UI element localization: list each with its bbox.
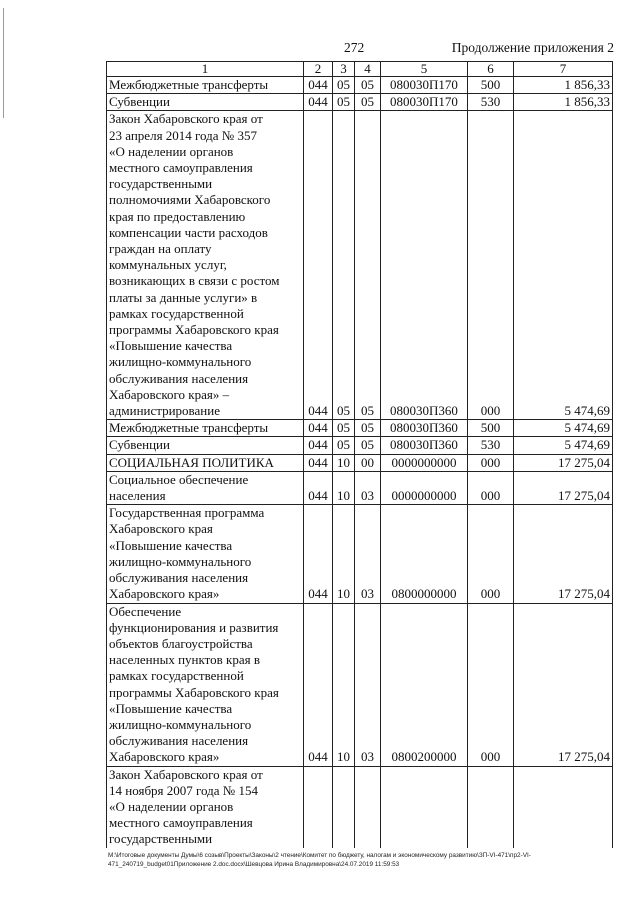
cell-expense-type: 500 — [468, 77, 514, 94]
column-header: 3 — [333, 62, 355, 77]
cell-ministry: 044 — [304, 454, 333, 471]
row-name: Социальное обеспечение населения — [107, 471, 304, 504]
row-name: СОЦИАЛЬНАЯ ПОЛИТИКА — [107, 454, 304, 471]
cell-section: 05 — [333, 77, 355, 94]
cell-section: 10 — [333, 471, 355, 504]
row-name: Межбюджетные трансферты — [107, 77, 304, 94]
page-header — [0, 40, 640, 58]
column-header: 4 — [355, 62, 381, 77]
cell-subsection: 03 — [355, 471, 381, 504]
table-row — [107, 94, 613, 111]
cell-amount: 17 275,04 — [514, 603, 613, 766]
table-row — [107, 603, 613, 766]
cell-subsection: 05 — [355, 437, 381, 454]
cell-subsection: 03 — [355, 603, 381, 766]
row-name: Межбюджетные трансферты — [107, 420, 304, 437]
cell-target-article: 080030П170 — [381, 77, 468, 94]
cell-amount: 17 275,04 — [514, 471, 613, 504]
cell-amount: 17 275,04 — [514, 505, 613, 603]
cell-subsection: 05 — [355, 111, 381, 420]
cell-target-article: 0000000000 — [381, 471, 468, 504]
page-number: 272 — [344, 40, 365, 55]
cell-target-article: 0800200000 — [381, 603, 468, 766]
table-row — [107, 420, 613, 437]
cell-amount: 17 275,04 — [514, 454, 613, 471]
cell-ministry: 044 — [304, 603, 333, 766]
cell-expense-type: 000 — [468, 603, 514, 766]
cell-subsection: 05 — [355, 94, 381, 111]
budget-table — [106, 61, 613, 848]
cell-amount: 1 856,33 — [514, 77, 613, 94]
cell-subsection: 03 — [355, 505, 381, 603]
row-name: Субвенции — [107, 437, 304, 454]
cell-section: 10 — [333, 603, 355, 766]
file-path-footer — [108, 851, 618, 869]
footer-line: 471_240719_budget01Приложение 2.doc.docx\Шевцова Ирина Владимировна\24.07.2019 11:59:53 — [108, 861, 400, 868]
cell-expense-type: 530 — [468, 94, 514, 111]
cell-subsection: 00 — [355, 454, 381, 471]
cell-target-article — [381, 766, 468, 848]
cell-target-article: 080030П360 — [381, 437, 468, 454]
cell-ministry: 044 — [304, 111, 333, 420]
cell-ministry: 044 — [304, 471, 333, 504]
cell-target-article: 080030П170 — [381, 94, 468, 111]
cell-section: 05 — [333, 437, 355, 454]
table-row — [107, 111, 613, 420]
margin-line — [3, 8, 4, 118]
row-name: Закон Хабаровского края от 14 ноября 2007 года № 154 «О наделении органов местного самоуправления государственными — [107, 766, 304, 848]
cell-expense-type: 000 — [468, 111, 514, 420]
table-row — [107, 437, 613, 454]
cell-target-article: 080030П360 — [381, 420, 468, 437]
cell-section: 10 — [333, 454, 355, 471]
cell-ministry: 044 — [304, 437, 333, 454]
row-name: Обеспечение функционирования и развития объектов благоустройства населенных пунктов края в рамках государственной программы Хабаровского края «Повышение качества жилищно-коммунального обслуживания населения Хабаровского края» — [107, 603, 304, 766]
cell-ministry: 044 — [304, 505, 333, 603]
column-header: 6 — [468, 62, 514, 77]
cell-section: 05 — [333, 111, 355, 420]
cell-amount — [514, 766, 613, 848]
cell-section: 05 — [333, 94, 355, 111]
column-header: 2 — [304, 62, 333, 77]
cell-target-article: 0000000000 — [381, 454, 468, 471]
cell-target-article: 0800000000 — [381, 505, 468, 603]
cell-ministry — [304, 766, 333, 848]
cell-subsection: 05 — [355, 420, 381, 437]
cell-subsection — [355, 766, 381, 848]
cell-expense-type: 000 — [468, 505, 514, 603]
cell-amount: 5 474,69 — [514, 111, 613, 420]
row-name: Закон Хабаровского края от 23 апреля 2014 года № 357 «О наделении органов местного самоуправления государственными полномочиями Хабаровского края по предоставлению компенсации части расходов граждан на оплату коммунальных услуг, возникающих в связи с ростом платы за данные услуги» в рамках государственной программы Хабаровского края «Повышение качества жилищно-коммунального обслуживания населения Хабаровского края» – администрирование — [107, 111, 304, 420]
table-row — [107, 505, 613, 603]
table-row — [107, 77, 613, 94]
cell-expense-type: 000 — [468, 471, 514, 504]
header-row — [107, 62, 613, 77]
table-row — [107, 454, 613, 471]
cell-ministry: 044 — [304, 77, 333, 94]
column-header: 1 — [107, 62, 304, 77]
cell-expense-type: 530 — [468, 437, 514, 454]
cell-section: 10 — [333, 505, 355, 603]
cell-expense-type: 500 — [468, 420, 514, 437]
row-name: Субвенции — [107, 94, 304, 111]
cell-amount: 5 474,69 — [514, 420, 613, 437]
cell-ministry: 044 — [304, 420, 333, 437]
cell-amount: 1 856,33 — [514, 94, 613, 111]
continuation-label: Продолжение приложения 2 — [451, 40, 614, 55]
cell-ministry: 044 — [304, 94, 333, 111]
cell-target-article: 080030П360 — [381, 111, 468, 420]
footer-line: М:\Итоговые документы Думы\6 созыв\Проекты\Законы\2 чтение\Комитет по бюджету, налогам и экономическому развитию\ЗП-VI-471\пр2-VI- — [108, 852, 531, 859]
cell-subsection: 05 — [355, 77, 381, 94]
column-header: 7 — [514, 62, 613, 77]
cell-section: 05 — [333, 420, 355, 437]
column-header: 5 — [381, 62, 468, 77]
cell-amount: 5 474,69 — [514, 437, 613, 454]
cell-expense-type: 000 — [468, 454, 514, 471]
row-name: Государственная программа Хабаровского края «Повышение качества жилищно-коммунального обслуживания населения Хабаровского края» — [107, 505, 304, 603]
cell-section — [333, 766, 355, 848]
table-row — [107, 766, 613, 848]
cell-expense-type — [468, 766, 514, 848]
table-row — [107, 471, 613, 504]
